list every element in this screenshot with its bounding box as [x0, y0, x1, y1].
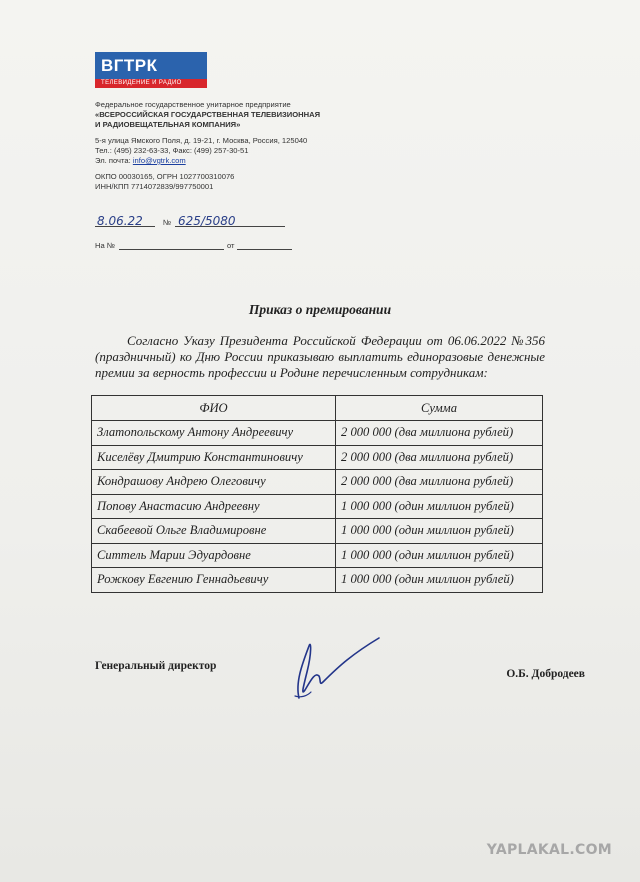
employee-name: Рожкову Евгению Геннадьевичу — [92, 568, 336, 593]
bonus-sum: 2 000 000 (два миллиона рублей) — [336, 421, 543, 446]
signatory-name: О.Б. Добродеев — [506, 668, 585, 680]
bonus-sum: 1 000 000 (один миллион рублей) — [336, 494, 543, 519]
signatory-position: Генеральный директор — [95, 660, 217, 672]
bonus-sum: 2 000 000 (два миллиона рублей) — [336, 470, 543, 495]
org-address: 5-я улица Ямского Поля, д. 19-21, г. Москва, Россия, 125040 — [95, 136, 308, 145]
table-header-row — [92, 396, 543, 421]
employee-name: Попову Анастасию Андреевну — [92, 494, 336, 519]
handwritten-signature-icon — [285, 632, 395, 704]
employee-name: Киселёву Дмитрию Константиновичу — [92, 445, 336, 470]
org-inn: ИНН/КПП 7714072839/997750001 — [95, 182, 214, 191]
employee-name: Златопольскому Антону Андреевичу — [92, 421, 336, 446]
outgoing-number: 625/5080 — [178, 214, 236, 228]
email-label: Эл. почта: — [95, 156, 133, 165]
bonus-sum: 2 000 000 (два миллиона рублей) — [336, 445, 543, 470]
order-text: Согласно Указу Президента Российской Федерации от 06.06.2022 №356 (праздничный) ко Дню России приказываю выплатить единоразовые денежные премии за верность профессии и Родине перечисленным сотрудникам: — [95, 333, 545, 380]
bonus-sum: 1 000 000 (один миллион рублей) — [336, 543, 543, 568]
header-sum: Сумма — [336, 396, 543, 421]
table-row — [92, 494, 543, 519]
org-name-line-2: И РАДИОВЕЩАТЕЛЬНАЯ КОМПАНИЯ» — [95, 120, 241, 129]
org-name-line-1: «ВСЕРОССИЙСКАЯ ГОСУДАРСТВЕННАЯ ТЕЛЕВИЗИОННАЯ — [95, 110, 321, 119]
site-watermark: YAPLAKAL.COM — [486, 842, 612, 858]
header-fio: ФИО — [92, 396, 336, 421]
vgtrk-logo — [95, 52, 207, 90]
order-title: Приказ о премировании — [248, 302, 392, 317]
outgoing-date: 8.06.22 — [97, 214, 143, 228]
logo-name: ВГТРК — [95, 52, 207, 79]
table-row — [92, 543, 543, 568]
table-row — [92, 470, 543, 495]
incoming-reference — [95, 238, 315, 252]
letterhead — [95, 100, 395, 192]
table-row — [92, 445, 543, 470]
on-number-label: На № — [95, 241, 115, 250]
org-email-line — [95, 156, 395, 166]
org-phones: Тел.: (495) 232-63-33, Факс: (499) 257-30-51 — [95, 146, 249, 155]
employee-name: Скабеевой Ольге Владимировне — [92, 519, 336, 544]
logo-tagline: ТЕЛЕВИДЕНИЕ И РАДИО — [95, 79, 207, 88]
outgoing-registration — [95, 215, 315, 229]
from-label: от — [227, 241, 235, 250]
employee-name: Кондрашову Андрею Олеговичу — [92, 470, 336, 495]
org-type: Федеральное государственное унитарное предприятие — [95, 100, 291, 109]
employee-name: Ситтель Марии Эдуардовне — [92, 543, 336, 568]
table-row — [92, 519, 543, 544]
bonus-table — [91, 395, 543, 593]
table-row — [92, 568, 543, 593]
email-link[interactable]: info@vgtrk.com — [132, 156, 186, 165]
number-sign: № — [163, 218, 172, 227]
bonus-sum: 1 000 000 (один миллион рублей) — [336, 519, 543, 544]
table-row — [92, 421, 543, 446]
bonus-sum: 1 000 000 (один миллион рублей) — [336, 568, 543, 593]
org-okpo: ОКПО 00030165, ОГРН 1027700310076 — [95, 172, 235, 181]
